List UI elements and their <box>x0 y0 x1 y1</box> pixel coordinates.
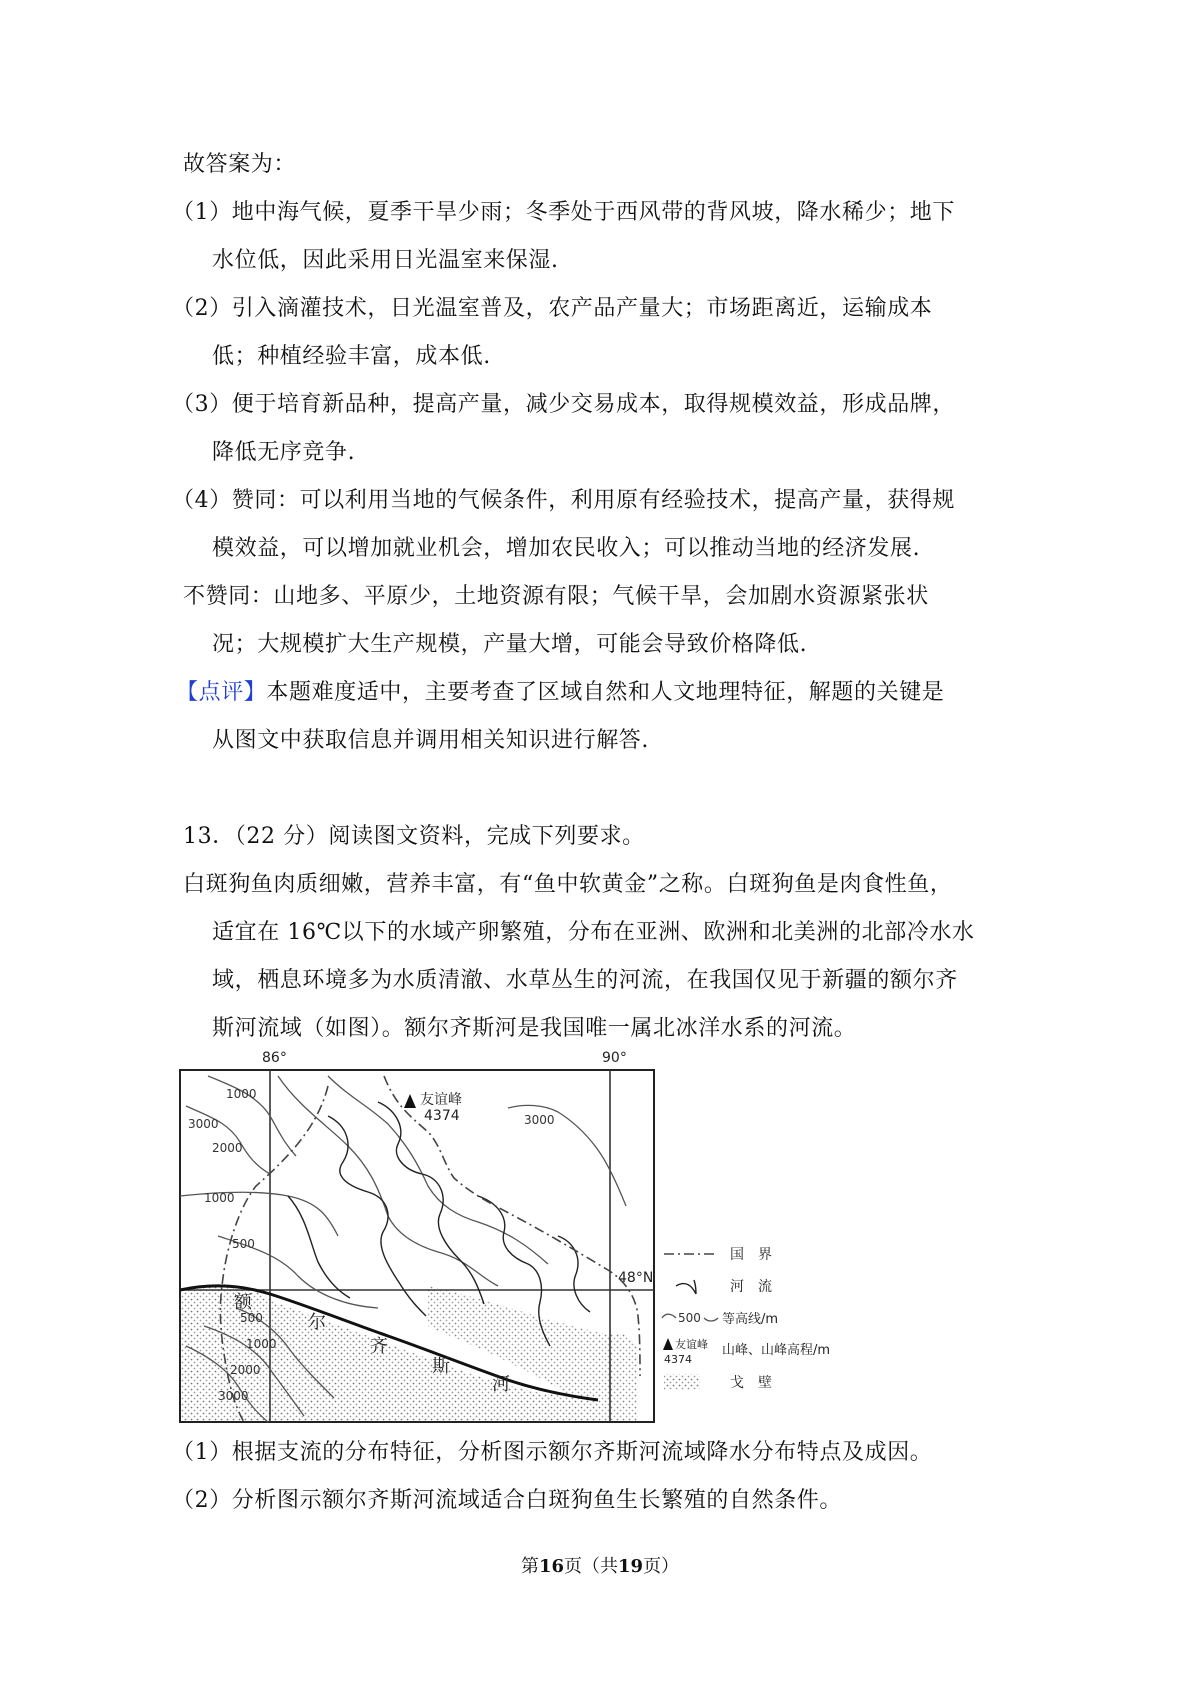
question-13-header: 13．（22 分）阅读图文资料，完成下列要求。 <box>183 824 645 849</box>
answer-4-line-1: （4）赞同：可以利用当地的气候条件，利用原有经验技术，提高产量，获得规 <box>172 488 955 513</box>
legend-label-contour: 等高线/m <box>722 1312 779 1327</box>
question-13-para-line-2: 适宜在 16℃以下的水域产卵繁殖，分布在亚洲、欧洲和北美洲的北部冷水水 <box>212 920 975 945</box>
legend-peak-sample-elev: 4374 <box>664 1353 692 1366</box>
answer-intro: 故答案为： <box>183 152 297 177</box>
answer-2-line-2: 低；种植经验丰富，成本低. <box>212 344 491 369</box>
peak-legend-icon <box>663 1338 673 1350</box>
disagree-line-1: 不赞同：山地多、平原少，土地资源有限；气候干旱，会加剧水资源紧张状 <box>183 584 929 609</box>
lon-label-86: 86° <box>262 1050 287 1066</box>
irtysh-river-map <box>178 1046 658 1426</box>
legend-peak-sample-name: 友谊峰 <box>675 1338 708 1351</box>
gobi-pattern-icon <box>664 1374 700 1390</box>
river-icon <box>676 1280 696 1294</box>
lat-label-48n: 48°N <box>618 1270 654 1286</box>
legend-label-border: 国 界 <box>730 1247 772 1263</box>
river-name-char: 斯 <box>432 1356 450 1377</box>
question-13-para-line-4: 斯河流域（如图）。额尔齐斯河是我国唯一属北冰洋水系的河流。 <box>212 1016 857 1041</box>
answer-4-line-2: 模效益，可以增加就业机会，增加农民收入；可以推动当地的经济发展. <box>212 536 921 561</box>
lon-label-90: 90° <box>602 1050 627 1066</box>
comment-tag: 【点评】 <box>176 680 267 705</box>
footer-page-number: 16 <box>538 1556 564 1577</box>
river-name-char: 齐 <box>370 1336 388 1357</box>
answer-1-line-2: 水位低，因此采用日光温室来保湿. <box>212 248 559 273</box>
contour-label: 1000 <box>204 1191 235 1205</box>
footer-text: 页（共 <box>564 1556 618 1577</box>
question-13-para-line-1: 白斑狗鱼肉质细嫩，营养丰富，有“鱼中软黄金”之称。白斑狗鱼是肉食性鱼， <box>183 872 953 897</box>
river-name-char: 尔 <box>308 1312 326 1333</box>
footer-total-pages: 19 <box>618 1556 644 1577</box>
comment-line-2: 从图文中获取信息并调用相关知识进行解答. <box>212 728 649 753</box>
disagree-line-2: 况；大规模扩大生产规模，产量大增，可能会导致价格降低. <box>212 632 808 657</box>
comment-line-1 <box>176 678 944 708</box>
answer-2-line-1: （2）引入滴灌技术，日光温室普及，农产品产量大；市场距离近，运输成本 <box>172 296 933 321</box>
contour-icon <box>662 1314 676 1318</box>
contour-label: 3000 <box>524 1113 555 1127</box>
contour-label: 3000 <box>218 1389 249 1403</box>
legend-contour-sample: 500 <box>678 1311 701 1325</box>
contour-label: 1000 <box>226 1087 257 1101</box>
peak-elevation: 4374 <box>424 1108 460 1124</box>
map-legend <box>660 1240 860 1410</box>
contour-label: 2000 <box>230 1363 261 1377</box>
comment-text: 本题难度适中，主要考查了区域自然和人文地理特征，解题的关键是 <box>266 680 945 705</box>
legend-label-peak: 山峰、山峰高程/m <box>722 1343 831 1358</box>
river-name-char: 额 <box>234 1292 252 1313</box>
contour-label: 3000 <box>188 1117 219 1131</box>
contour-label: 500 <box>240 1311 263 1325</box>
answer-3-line-2: 降低无序竞争. <box>212 440 356 465</box>
page-footer <box>0 1552 1200 1578</box>
answer-3-line-1: （3）便于培育新品种，提高产量，减少交易成本，取得规模效益，形成品牌， <box>172 392 955 417</box>
question-13-para-line-3: 域，栖息环境多为水质清澈、水草丛生的河流，在我国仅见于新疆的额尔齐 <box>212 968 958 993</box>
legend-label-gobi: 戈 壁 <box>730 1375 772 1391</box>
footer-text: 页） <box>643 1556 680 1577</box>
sub-question-1: （1）根据支流的分布特征，分析图示额尔齐斯河流域降水分布特点及成因。 <box>172 1440 933 1465</box>
peak-name: 友谊峰 <box>420 1092 462 1108</box>
contour-label: 2000 <box>212 1141 243 1155</box>
sub-question-2: （2）分析图示额尔齐斯河流域适合白斑狗鱼生长繁殖的自然条件。 <box>172 1488 842 1513</box>
river-name-char: 河 <box>492 1374 510 1395</box>
answer-1-line-1: （1）地中海气候，夏季干旱少雨；冬季处于西风带的背风坡，降水稀少；地下 <box>172 200 955 225</box>
footer-text: 第 <box>520 1556 539 1577</box>
contour-label: 500 <box>232 1237 255 1251</box>
contour-label: 1000 <box>246 1337 277 1351</box>
legend-label-river: 河 流 <box>730 1279 772 1295</box>
peak-icon <box>404 1094 416 1108</box>
